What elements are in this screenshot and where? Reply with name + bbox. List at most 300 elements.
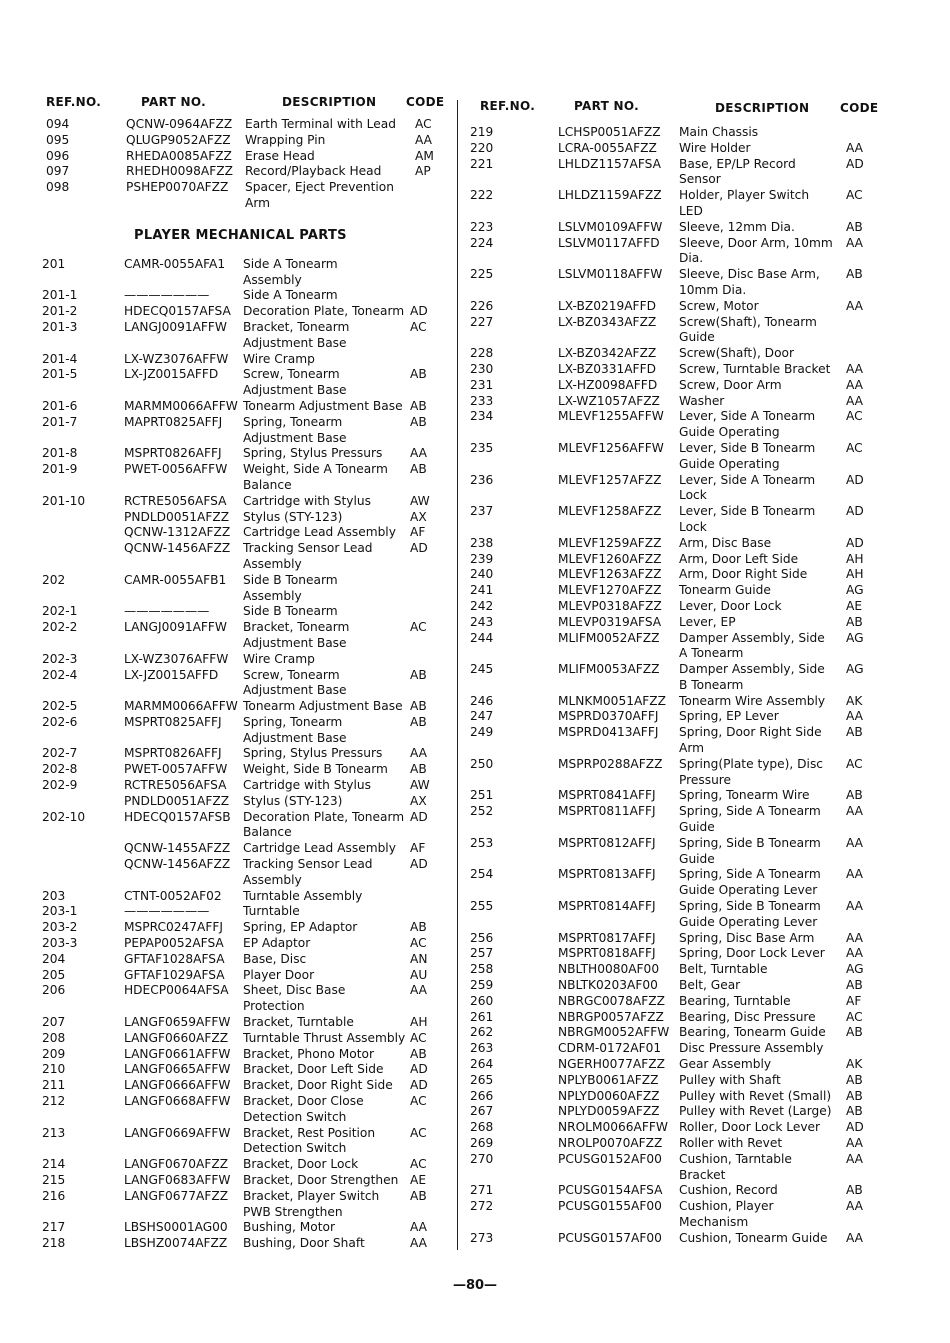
page-number: —80— — [452, 1278, 498, 1293]
ref-no: 258 — [470, 962, 494, 977]
part-no: GFTAF1028AFSA — [124, 951, 225, 966]
part-row — [470, 709, 864, 725]
description: Player Door — [243, 967, 315, 982]
part-no: QCNW-1312AFZZ — [124, 525, 231, 540]
ref-no: 231 — [470, 377, 494, 392]
ref-no: 202-7 — [42, 746, 78, 761]
part-no: RCTRE5056AFSA — [124, 778, 227, 793]
price-code: AK — [846, 1057, 863, 1072]
ref-no: 261 — [470, 1009, 494, 1024]
price-code: AA — [846, 930, 864, 945]
price-code: AA — [846, 361, 864, 376]
ref-no: 218 — [42, 1236, 66, 1251]
part-row — [38, 367, 427, 399]
part-row — [470, 409, 863, 441]
ref-no: 202-3 — [42, 651, 78, 666]
description: Lever, Side A Tonearm Lock — [679, 472, 816, 503]
part-no: MLNKM0051AFZZ — [558, 693, 666, 708]
part-row — [470, 899, 864, 931]
ref-no: 259 — [470, 978, 494, 993]
price-code: AA — [410, 1220, 428, 1235]
description: Weight, Side B Tonearm — [243, 762, 388, 777]
part-row — [38, 714, 427, 747]
price-code: AX — [410, 509, 427, 524]
ref-no: 201-2 — [42, 304, 78, 319]
description: Spring, Tonearm Adjustment Base — [243, 714, 347, 745]
price-code: AD — [410, 857, 428, 872]
description: Bracket, Door Strengthen — [243, 1173, 399, 1187]
part-no: CTNT-0052AF02 — [124, 888, 222, 903]
section-title: PLAYER MECHANICAL PARTS — [134, 227, 347, 243]
part-row — [38, 525, 426, 541]
ref-no: 223 — [470, 219, 494, 234]
part-row — [470, 1009, 863, 1026]
part-row — [38, 620, 427, 652]
ref-no: 201-6 — [42, 398, 78, 413]
price-code: AA — [410, 1236, 428, 1251]
description: Screw, Tonearm Adjustment Base — [243, 667, 347, 698]
description: Spring, Side A Tonearm Guide — [679, 804, 821, 835]
part-row — [38, 1094, 427, 1126]
part-no: ——————— — [124, 904, 210, 919]
left-top-list — [38, 117, 448, 212]
ref-no: 205 — [42, 967, 66, 982]
description: Spring, Side A Tonearm Guide Operating Lever — [679, 867, 821, 898]
description: Bearing, Disc Pressure — [679, 1009, 816, 1024]
part-no: LX-JZ0015AFFD — [124, 367, 219, 382]
part-no: PNDLD0051AFZZ — [124, 509, 230, 524]
description: Arm, Door Left Side — [679, 551, 799, 566]
ref-no: 236 — [470, 472, 494, 487]
part-row — [38, 573, 406, 605]
price-code: AD — [846, 156, 864, 171]
ref-no: 221 — [470, 156, 494, 171]
description: Damper Assembly, Side B Tonearm — [679, 662, 825, 692]
description: Wire Holder — [679, 140, 751, 155]
price-code: AB — [410, 367, 427, 382]
ref-no: 225 — [470, 267, 494, 282]
ref-no: 226 — [470, 298, 494, 313]
part-row — [470, 583, 864, 599]
part-row — [38, 1030, 427, 1047]
price-code: AA — [846, 804, 864, 819]
part-no: MLEVF1255AFFW — [558, 409, 664, 424]
description: Tonearm Adjustment Base — [243, 699, 403, 714]
price-code: AB — [846, 1072, 863, 1087]
part-row — [38, 1125, 427, 1158]
part-row — [38, 746, 428, 762]
part-no: PCUSG0154AFSA — [558, 1183, 663, 1198]
part-no: LANGF0666AFFW — [124, 1078, 231, 1093]
description: Belt, Turntable — [679, 962, 768, 977]
price-code: AA — [846, 1199, 864, 1214]
part-no: NGERH0077AFZZ — [558, 1057, 665, 1072]
part-no: MARMM0066AFFW — [124, 398, 238, 413]
description: Bracket, Player Switch PWB Strengthen — [243, 1188, 380, 1219]
part-no: MLEVF1260AFZZ — [558, 551, 662, 566]
description: Spring, Side B Tonearm Guide — [679, 835, 821, 866]
part-no: LANGF0670AFZZ — [124, 1157, 229, 1172]
part-row — [470, 756, 863, 789]
part-row — [470, 1120, 864, 1136]
description: Record/Playback Head — [245, 164, 382, 179]
part-row — [38, 398, 427, 415]
description: Turntable Assembly — [243, 888, 363, 903]
description: Screw, Door Arm — [679, 377, 782, 392]
ref-no: 098 — [46, 180, 70, 195]
price-code: AK — [846, 693, 863, 708]
ref-no: 222 — [470, 188, 494, 203]
part-no: ——————— — [124, 604, 210, 619]
part-row — [38, 857, 428, 889]
ref-no: 206 — [42, 983, 66, 998]
part-no: MSPRC0247AFFJ — [124, 920, 223, 935]
price-code: AB — [410, 414, 427, 429]
description: Bracket, Phono Motor — [243, 1046, 374, 1061]
price-code: AD — [846, 472, 864, 487]
price-code: AH — [410, 1015, 428, 1030]
part-row — [38, 132, 433, 149]
description: Spring, EP Adaptor — [243, 920, 358, 935]
part-no: MLIFM0053AFZZ — [558, 662, 660, 677]
part-no: LHLDZ1159AFZZ — [558, 188, 662, 203]
part-row — [470, 946, 864, 962]
part-row — [470, 140, 864, 157]
part-no: MSPRD0413AFFJ — [558, 725, 659, 740]
price-code: AG — [846, 962, 864, 977]
part-row — [470, 614, 863, 631]
description: Sleeve, Disc Base Arm, 10mm Dia. — [679, 267, 820, 297]
part-no: LBSHZ0074AFZZ — [124, 1236, 228, 1251]
description: Cushion, Tonearm Guide — [679, 1230, 828, 1245]
price-code: AF — [846, 993, 862, 1008]
part-no: LANGF0659AFFW — [124, 1015, 231, 1030]
part-row — [470, 962, 864, 978]
ref-no: 242 — [470, 598, 494, 613]
description: Lever, Side B Tonearm Lock — [679, 504, 816, 534]
description: Erase Head — [245, 148, 315, 163]
ref-no: 260 — [470, 993, 494, 1008]
part-no: LX-WZ1057AFZZ — [558, 393, 660, 408]
header-ref: REF.NO. — [46, 95, 102, 109]
ref-no: 203-2 — [42, 920, 78, 935]
part-row — [38, 352, 406, 368]
part-no: MLEVF1257AFZZ — [558, 472, 662, 487]
price-code: AB — [410, 667, 427, 682]
description: Decoration Plate, Tonearm Balance — [243, 809, 405, 840]
description: Wire Cramp — [243, 651, 315, 666]
part-row — [470, 630, 864, 663]
description: Spacer, Eject Prevention Arm — [245, 180, 394, 210]
part-no: LX-BZ0331AFFD — [558, 361, 656, 376]
price-code: AD — [410, 1078, 428, 1093]
ref-no: 264 — [470, 1057, 494, 1072]
ref-no: 238 — [470, 535, 494, 550]
description: Pulley with Shaft — [679, 1072, 781, 1087]
ref-no: 272 — [470, 1199, 494, 1214]
description: Arm, Disc Base — [679, 535, 772, 550]
part-no: LANGF0660AFZZ — [124, 1030, 229, 1045]
description: Decoration Plate, Tonearm — [243, 304, 405, 319]
description: Pulley with Revet (Small) — [679, 1088, 832, 1103]
description: Screw, Turntable Bracket — [679, 361, 831, 376]
description: Bushing, Motor — [243, 1220, 335, 1235]
part-row — [38, 967, 428, 984]
price-code: AC — [846, 440, 863, 455]
header-ref: REF.NO. — [480, 99, 536, 113]
description: Screw(Shaft), Tonearm Guide — [679, 314, 817, 345]
price-code: AA — [846, 235, 864, 250]
price-code: AC — [410, 1030, 427, 1045]
part-row — [470, 693, 863, 710]
part-no: LX-BZ0343AFZZ — [558, 314, 657, 329]
price-code: AA — [846, 1136, 864, 1150]
ref-no: 246 — [470, 693, 494, 708]
part-no: CAMR-0055AFA1 — [124, 256, 226, 271]
part-row — [38, 319, 427, 352]
part-no: NBRGM0052AFFW — [558, 1025, 670, 1040]
ref-no: 202-10 — [42, 809, 86, 824]
part-no: PCUSG0155AF00 — [558, 1199, 662, 1214]
description: Tonearm Wire Assembly — [679, 693, 826, 708]
description: Screw, Tonearm Adjustment Base — [243, 367, 347, 398]
ref-no: 202 — [42, 572, 66, 587]
part-row — [38, 920, 427, 936]
part-no: MLEVF1259AFZZ — [558, 535, 662, 550]
price-code: AB — [410, 1046, 427, 1061]
part-row — [38, 1236, 428, 1252]
description: Earth Terminal with Lead — [245, 117, 396, 131]
part-no: QLUGP9052AFZZ — [126, 132, 231, 147]
description: Wire Cramp — [243, 351, 315, 366]
description: Arm, Door Right Side — [679, 567, 808, 582]
ref-no: 201-10 — [42, 493, 86, 508]
part-no: MAPRT0825AFFJ — [124, 414, 223, 429]
part-no: NROLP0070AFZZ — [558, 1136, 663, 1150]
description: Tracking Sensor Lead Assembly — [243, 857, 373, 887]
part-no: LX-WZ3076AFFW — [124, 651, 229, 666]
part-row — [38, 1015, 428, 1031]
ref-no: 204 — [42, 951, 66, 966]
part-row — [38, 793, 427, 810]
part-no: NBLTK0203AF00 — [558, 978, 658, 993]
part-row — [470, 346, 842, 362]
header-code: CODE — [840, 101, 879, 115]
ref-no: 249 — [470, 725, 494, 740]
part-no: ——————— — [124, 288, 210, 303]
ref-no: 208 — [42, 1030, 66, 1045]
part-row — [38, 493, 430, 510]
part-no: MSPRD0370AFFJ — [558, 709, 659, 724]
description: Bracket, Tonearm Adjustment Base — [243, 319, 350, 350]
part-no: MLEVF1270AFZZ — [558, 583, 662, 598]
part-no: NROLM0066AFFW — [558, 1120, 668, 1135]
price-code: AM — [415, 148, 434, 163]
description: Damper Assembly, Side A Tonearm — [679, 630, 825, 661]
description: Spring, Door Lock Lever — [679, 946, 825, 961]
description: Stylus (STY-123) — [243, 509, 343, 524]
part-row — [38, 951, 428, 968]
part-no: RHEDA0085AFZZ — [126, 148, 232, 163]
description: Spring, Stylus Pressurs — [243, 446, 383, 461]
price-code: AD — [410, 809, 428, 824]
ref-no: 097 — [46, 164, 70, 179]
part-no: LANGF0668AFFW — [124, 1094, 231, 1109]
part-row — [38, 604, 406, 620]
description: Bracket, Door Lock — [243, 1157, 359, 1172]
ref-no: 201-5 — [42, 367, 78, 382]
ref-no: 268 — [470, 1120, 494, 1135]
description: Side B Tonearm — [243, 604, 338, 619]
price-code: AC — [410, 936, 427, 951]
part-row — [470, 598, 863, 615]
part-no: MLEVF1256AFFW — [558, 440, 664, 455]
part-row — [38, 164, 431, 180]
part-row — [38, 699, 427, 715]
ref-no: 202-9 — [42, 778, 78, 793]
price-code: AB — [410, 1188, 427, 1203]
ref-no: 202-4 — [42, 667, 78, 682]
price-code: AX — [410, 793, 427, 808]
part-row — [38, 180, 411, 212]
price-code: AC — [846, 409, 863, 424]
description: Wrapping Pin — [245, 132, 326, 147]
description: Spring, Stylus Pressurs — [243, 746, 383, 761]
part-row — [470, 361, 864, 378]
ref-no: 203 — [42, 888, 66, 903]
part-no: NPLYB0061AFZZ — [558, 1072, 659, 1087]
description: Cushion, Record — [679, 1183, 778, 1198]
part-row — [38, 1220, 428, 1236]
ref-no: 203-3 — [42, 936, 78, 951]
price-code: AB — [410, 398, 427, 413]
ref-no: 262 — [470, 1025, 494, 1040]
part-row — [470, 662, 864, 694]
ref-no: 220 — [470, 140, 494, 155]
part-row — [470, 125, 842, 141]
part-no: MSPRT0818AFFJ — [558, 946, 656, 961]
description: Side B Tonearm Assembly — [243, 572, 338, 603]
part-row — [470, 267, 863, 299]
part-no: RCTRE5056AFSA — [124, 493, 227, 508]
part-no: NBRGC0078AFZZ — [558, 993, 665, 1008]
ref-no: 245 — [470, 662, 494, 677]
part-row — [470, 156, 864, 189]
part-row — [470, 235, 864, 268]
column-divider — [457, 100, 458, 1250]
price-code: AP — [415, 164, 431, 179]
part-no: LANGF0683AFFW — [124, 1173, 231, 1187]
price-code: AA — [846, 867, 864, 882]
part-row — [470, 1183, 863, 1199]
price-code: AC — [846, 188, 863, 203]
part-row — [470, 1025, 863, 1041]
price-code: AA — [846, 140, 864, 155]
part-no: PEPAP0052AFSA — [124, 936, 224, 951]
price-code: AD — [410, 541, 428, 556]
part-no: LANGF0669AFFW — [124, 1125, 231, 1140]
description: Weight, Side A Tonearm Balance — [243, 462, 388, 492]
part-row — [38, 652, 406, 668]
description: Cushion, Player Mechanism — [679, 1199, 774, 1229]
description: Cartridge with Stylus — [243, 493, 371, 508]
price-code: AA — [846, 298, 864, 313]
part-no: MSPRT0841AFFJ — [558, 788, 656, 803]
description: Main Chassis — [679, 125, 759, 139]
part-row — [470, 219, 863, 236]
description: Sheet, Disc Base Protection — [243, 983, 346, 1014]
price-code: AB — [846, 614, 863, 629]
header-desc: DESCRIPTION — [715, 101, 810, 115]
price-code: AA — [846, 1230, 864, 1245]
part-no: MARMM0066AFFW — [124, 699, 238, 714]
ref-no: 202-6 — [42, 714, 78, 729]
price-code: AW — [410, 493, 430, 508]
part-row — [38, 1157, 427, 1173]
part-no: NPLYD0060AFZZ — [558, 1088, 660, 1103]
description: Screw, Motor — [679, 298, 759, 313]
ref-no: 224 — [470, 235, 494, 250]
price-code: AA — [415, 132, 433, 147]
description: Base, Disc — [243, 951, 307, 966]
part-no: LX-HZ0098AFFD — [558, 377, 658, 392]
price-code: AF — [410, 525, 426, 540]
ref-no: 253 — [470, 835, 494, 850]
description: Holder, Player Switch LED — [679, 188, 810, 218]
ref-no: 255 — [470, 899, 494, 914]
ref-no: 202-1 — [42, 604, 78, 619]
part-no: LSLVM0118AFFW — [558, 267, 663, 282]
ref-no: 201-9 — [42, 462, 78, 477]
part-no: MSPRT0812AFFJ — [558, 835, 656, 850]
part-row — [38, 541, 428, 573]
part-no: HDECQ0157AFSB — [124, 809, 231, 824]
part-row — [38, 889, 406, 905]
description: Spring, Door Right Side Arm — [679, 725, 822, 756]
part-no: MLEVF1258AFZZ — [558, 504, 662, 519]
part-no: MLEVF1263AFZZ — [558, 567, 662, 582]
part-no: PCUSG0157AF00 — [558, 1230, 662, 1245]
price-code: AE — [846, 598, 863, 613]
price-code: AA — [846, 393, 864, 408]
part-no: LX-WZ3076AFFW — [124, 351, 229, 366]
price-code: AA — [846, 835, 864, 850]
ref-no: 213 — [42, 1125, 66, 1140]
ref-no: 202-8 — [42, 762, 78, 777]
part-row — [470, 188, 863, 220]
price-code: AU — [410, 967, 428, 982]
part-no: PSHEP0070AFZZ — [126, 180, 229, 195]
part-row — [470, 788, 863, 804]
part-row — [38, 841, 426, 857]
part-no: NBRGP0057AFZZ — [558, 1009, 664, 1024]
header-code: CODE — [406, 95, 445, 109]
part-row — [470, 393, 864, 410]
price-code: AG — [846, 662, 864, 677]
price-code: AC — [410, 319, 427, 334]
description: Tonearm Adjustment Base — [243, 398, 403, 413]
part-row — [38, 117, 432, 133]
part-row — [470, 440, 863, 473]
part-row — [470, 472, 864, 505]
part-row — [38, 762, 427, 778]
price-code: AA — [410, 446, 428, 461]
ref-no: 201 — [42, 256, 66, 271]
price-code: AD — [846, 535, 864, 550]
part-no: LHLDZ1157AFSA — [558, 156, 661, 171]
part-no: QCNW-0964AFZZ — [126, 117, 233, 131]
part-row — [38, 904, 406, 920]
